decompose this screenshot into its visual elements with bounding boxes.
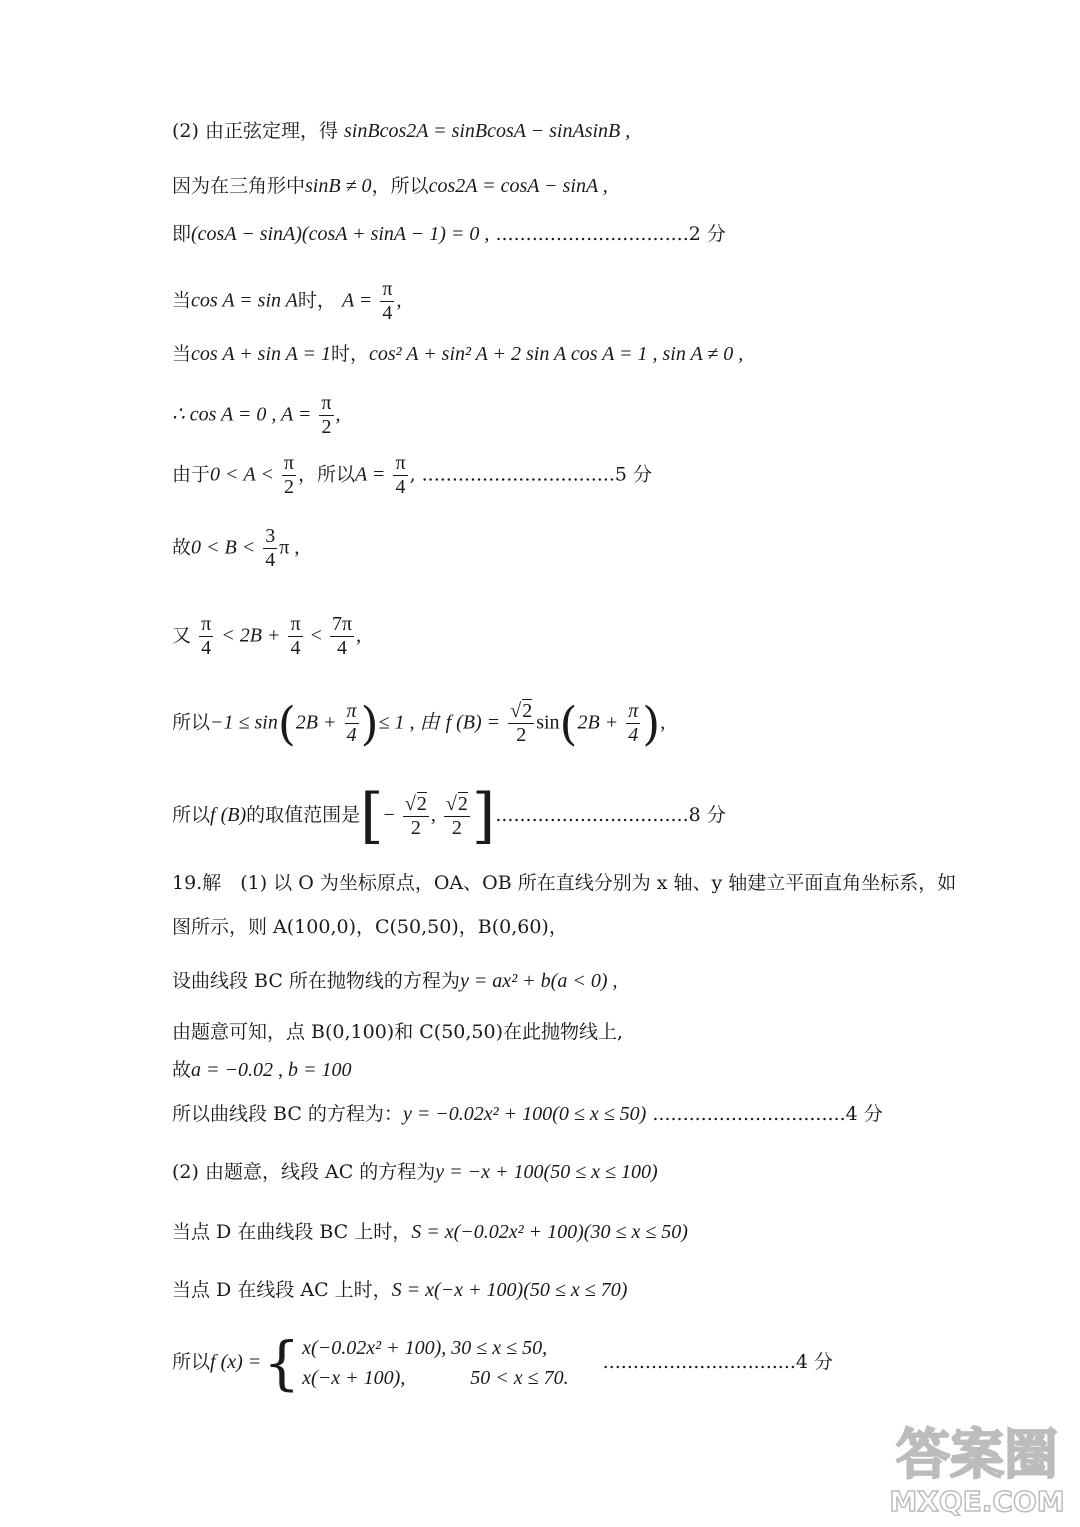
line-4 — [172, 278, 401, 325]
formula: ≤ 1 , 由 — [378, 711, 440, 734]
numerator: π — [321, 392, 332, 414]
numerator: π — [382, 278, 393, 300]
denominator: 4 — [382, 302, 393, 324]
punct: , — [430, 804, 436, 826]
punct: π , — [279, 536, 300, 559]
fraction — [444, 793, 470, 840]
fraction — [393, 452, 407, 499]
numerator: π — [395, 452, 406, 474]
numerator: 7π — [331, 613, 353, 635]
fraction — [319, 392, 333, 439]
text: 当点 D 在曲线段 BC 上时， — [172, 1221, 412, 1243]
line-16 — [172, 1060, 352, 1080]
line-9 — [172, 613, 361, 660]
text: 的取值范围是 — [246, 804, 361, 826]
formula: sinBcos2A = sinBcosA − sinAsinB , — [344, 120, 631, 142]
line-15 — [172, 1023, 623, 1042]
numerator: π — [346, 700, 357, 722]
formula: a = −0.02 , b = 100 — [191, 1059, 352, 1081]
formula: − — [383, 804, 395, 826]
fraction — [330, 613, 354, 660]
line-7 — [172, 452, 652, 499]
formula: 0 < B < — [191, 536, 256, 559]
watermark-logo — [882, 1411, 1072, 1521]
numerator: π — [201, 613, 212, 635]
line-20 — [172, 1280, 627, 1300]
fraction — [282, 452, 296, 499]
formula: f (B) = — [445, 711, 501, 734]
text: 所以 — [172, 804, 211, 826]
text: 故 — [172, 1059, 192, 1081]
formula: cos A + sin A = 1 — [191, 343, 331, 365]
numerator: π — [290, 613, 301, 635]
line-11: 所以f (B)的取值范围是[− √ $\frac{2}{2}$ , √ $\frac{2}{2}$ ]................................8 分 — [172, 786, 726, 846]
formula: −1 ≤ sin — [210, 711, 278, 734]
text: ，所以 — [298, 463, 356, 486]
line-13 — [172, 918, 568, 937]
denominator: 4 — [265, 549, 276, 571]
formula: y = ax² + b(a < 0) , — [459, 970, 618, 992]
text: (2) 由题意，线段 AC 的方程为 — [172, 1161, 436, 1183]
denominator: 2 — [321, 416, 332, 438]
text: 又 — [172, 624, 192, 647]
text: (2) 由正弦定理，得 — [172, 120, 338, 142]
text: 所以 — [172, 711, 211, 734]
line-2 — [172, 176, 608, 196]
text: 所以 — [172, 1351, 211, 1373]
formula: A = — [341, 289, 373, 312]
fraction — [263, 525, 277, 572]
denominator: 4 — [346, 724, 357, 746]
text: 图所示，则 A(100,0)，C(50,50)，B(0,60)， — [172, 916, 568, 938]
line-18 — [172, 1162, 658, 1182]
punct: , — [396, 289, 402, 312]
formula: S = x(−x + 100)(50 ≤ x ≤ 70) — [391, 1279, 628, 1301]
text: 设曲线段 BC 所在抛物线的方程为 — [172, 970, 460, 992]
text: 由于 — [172, 463, 211, 486]
text: 即 — [172, 223, 192, 245]
fraction — [626, 700, 640, 747]
radicand: 2 — [416, 792, 427, 815]
formula: cos2A = cosA − sinA , — [428, 175, 608, 197]
fraction — [288, 613, 302, 660]
formula: 2B + — [295, 711, 337, 734]
radicand: 2 — [522, 700, 533, 722]
text: 因为在三角形中 — [172, 175, 306, 197]
radicand: 2 — [457, 792, 468, 815]
text: 时， — [297, 289, 336, 312]
formula: A = — [355, 463, 386, 486]
text: 由题意可知，点 B(0,100)和 C(50,50)在此抛物线上, — [172, 1021, 624, 1043]
line-12 — [172, 874, 956, 893]
punct: , — [660, 711, 666, 734]
formula: y = −0.02x² + 100(0 ≤ x ≤ 50) — [402, 1103, 647, 1125]
formula: sin — [536, 711, 560, 734]
text: 时， — [331, 343, 370, 365]
denominator: 2 — [410, 816, 421, 839]
text: 当 — [172, 343, 192, 365]
denominator: 4 — [201, 637, 212, 659]
case-2: x(−x + 100), 50 < x ≤ 70. — [302, 1367, 569, 1389]
score-marker: , ................................5 分 — [409, 463, 653, 486]
case-1: x(−0.02x² + 100), 30 ≤ x ≤ 50, — [302, 1337, 548, 1359]
line-6 — [172, 392, 341, 439]
line-3 — [172, 224, 726, 244]
formula: ∴ cos A = 0 , A = — [172, 403, 312, 426]
denominator: 2 — [516, 724, 527, 746]
text: 当 — [172, 289, 192, 312]
text: 当点 D 在线段 AC 上时， — [172, 1279, 392, 1301]
numerator: π — [283, 452, 295, 474]
formula: cos² A + sin² A + 2 sin A cos A = 1 , sin A ≠ 0 , — [369, 343, 744, 365]
denominator: 2 — [451, 816, 462, 839]
line-21: 所以f (x) ={ x(−0.02x² + 100), 30 ≤ x ≤ 50, x(−x + 100), 50 < x ≤ 70. ................................4 分 — [172, 1329, 834, 1397]
fraction — [199, 613, 213, 660]
line-17 — [172, 1104, 883, 1124]
denominator: 4 — [290, 637, 301, 659]
score-marker: ................................4 分 — [646, 1103, 883, 1125]
formula: cos A = sin A — [191, 289, 298, 312]
formula: 2B + — [577, 711, 619, 734]
line-14 — [172, 971, 618, 991]
line-1 — [172, 121, 630, 141]
fraction — [345, 700, 359, 747]
denominator: 4 — [628, 724, 639, 746]
line-8 — [172, 525, 299, 572]
line-5 — [172, 344, 743, 364]
watermark-text-bottom: MXQE.COM — [889, 1485, 1065, 1518]
score-marker: ................................8 分 — [495, 804, 726, 826]
numerator: π — [628, 700, 639, 722]
piecewise-cases — [302, 1333, 568, 1393]
formula: y = −x + 100(50 ≤ x ≤ 100) — [435, 1161, 658, 1183]
denominator: 4 — [395, 476, 406, 498]
punct: , — [335, 403, 341, 426]
punct: , — [356, 624, 362, 647]
formula: f (x) = — [210, 1351, 262, 1373]
formula: sinB ≠ 0 — [305, 175, 372, 197]
fraction — [403, 793, 429, 840]
formula: < 2B + — [221, 624, 281, 647]
numerator: 3 — [265, 525, 276, 547]
fraction — [380, 278, 394, 325]
line-10: 所以−1 ≤ sin(2B + $\frac{\pi}{4}$ )≤ 1 , 由 f (B) = √ $\frac{2}{2}$ sin(2B + $\frac{\pi}{4}$ ), — [172, 700, 665, 747]
denominator: 4 — [337, 637, 348, 659]
score-marker: ................................4 分 — [602, 1351, 834, 1373]
formula: S = x(−0.02x² + 100)(30 ≤ x ≤ 50) — [411, 1221, 688, 1243]
watermark-text-top: 答案圈 — [896, 1423, 1058, 1486]
text: 19.解 (1) 以 O 为坐标原点，OA、OB 所在直线分别为 x 轴、y 轴建立平面直角坐标系，如 — [172, 872, 957, 894]
line-19 — [172, 1222, 688, 1242]
formula: (cosA − sinA)(cosA + sinA − 1) = 0 , — [191, 223, 490, 245]
denominator: 2 — [283, 476, 294, 498]
formula: < — [310, 624, 322, 647]
text: ，所以 — [371, 175, 429, 197]
formula: f (B) — [210, 804, 247, 826]
score-marker: ................................2 分 — [489, 223, 726, 245]
text: 所以曲线段 BC 的方程为： — [172, 1103, 403, 1125]
text: 故 — [172, 536, 192, 559]
fraction — [508, 700, 534, 747]
formula: 0 < A < — [210, 463, 274, 486]
